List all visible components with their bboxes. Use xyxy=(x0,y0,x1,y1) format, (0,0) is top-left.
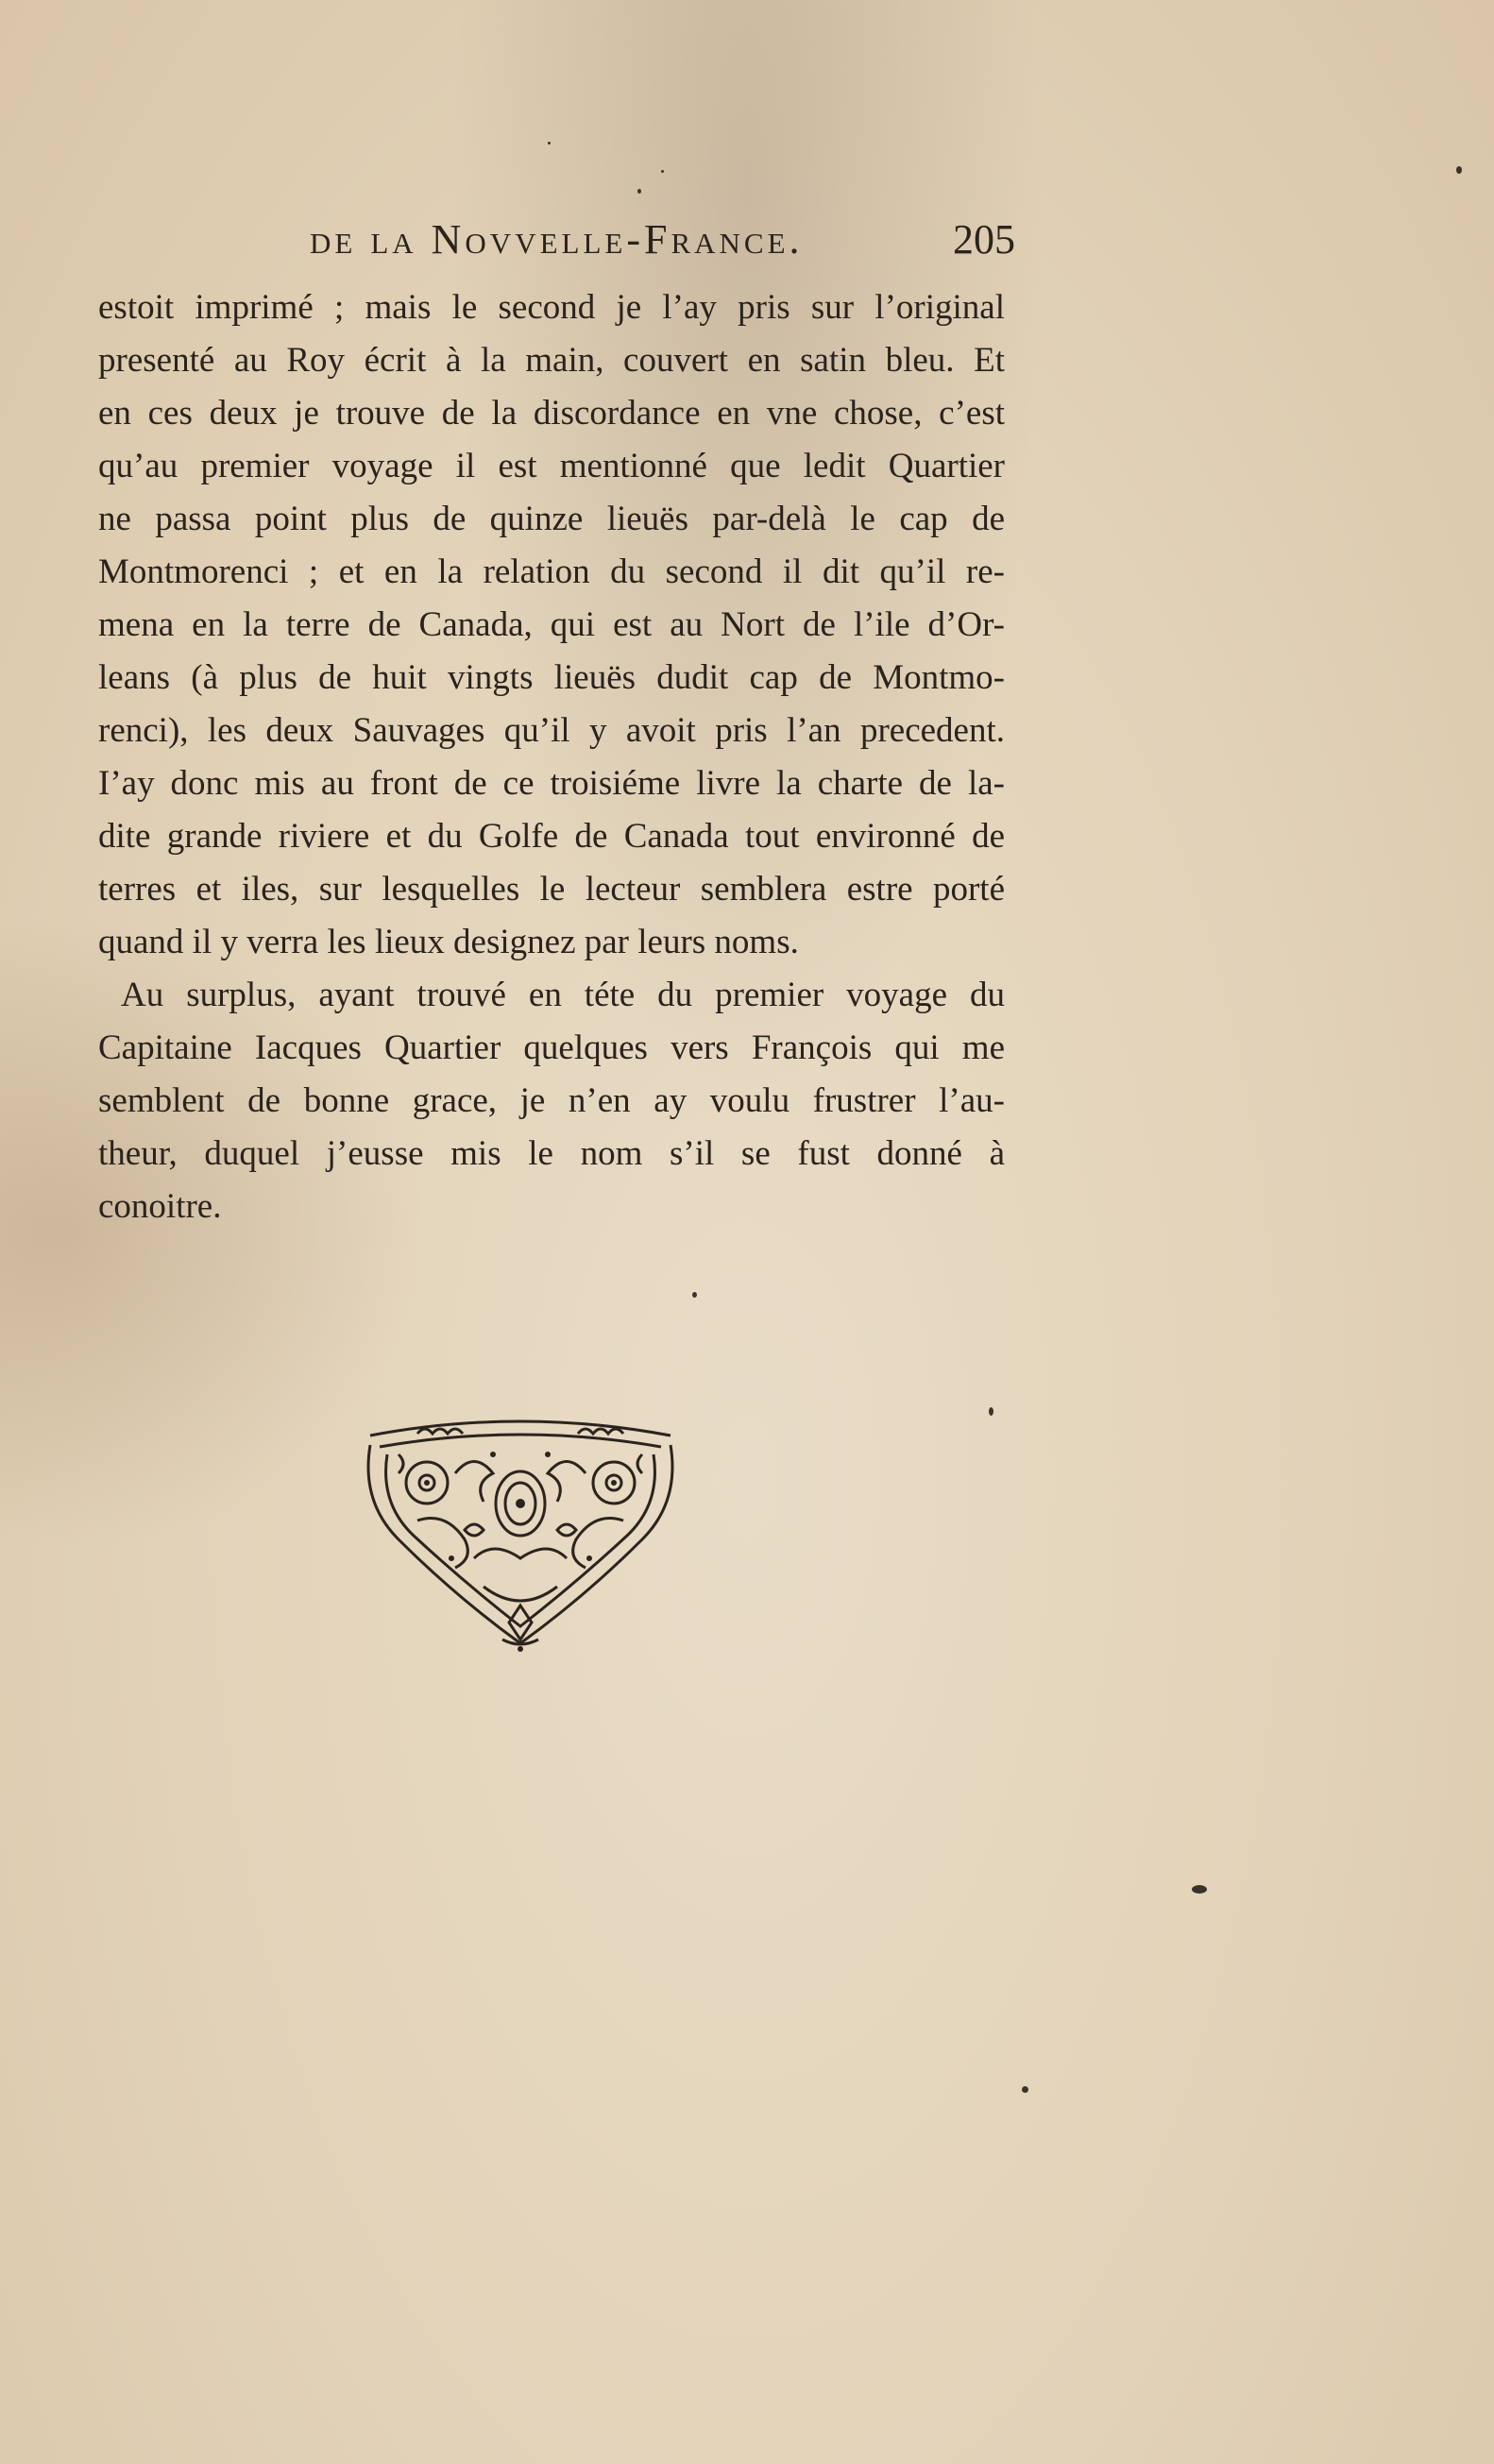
paper-speck xyxy=(1456,166,1462,174)
text-line: semblent de bonne grace, je n’en ay voulu frustrer l’au- xyxy=(98,1081,1005,1120)
running-header xyxy=(310,215,1015,268)
text-line: Capitaine Iacques Quartier quelques vers François qui me xyxy=(98,1028,1005,1067)
paper-speck xyxy=(989,1407,993,1416)
page-number: 205 xyxy=(953,216,1015,263)
text-line: mena en la terre de Canada, qui est au Nort de l’ile d’Or- xyxy=(98,605,1005,644)
paper-speck xyxy=(1192,1885,1207,1894)
text-line: Au surplus, ayant trouvé en téte du premier voyage du xyxy=(121,976,1005,1014)
paper-speck xyxy=(548,142,551,144)
text-line: Montmorenci ; et en la relation du second il dit qu’il re- xyxy=(98,552,1005,591)
paper-speck xyxy=(661,170,664,173)
floral-ornament-icon xyxy=(361,1417,680,1653)
running-title: de la Novvelle-France. xyxy=(310,216,804,263)
text-line: quand il y verra les lieux designez par leurs noms. xyxy=(98,923,799,961)
paper-speck xyxy=(637,189,641,194)
text-line: theur, duquel j’eusse mis le nom s’il se fust donné à xyxy=(98,1134,1005,1173)
text-line: qu’au premier voyage il est mentionné que ledit Quartier xyxy=(98,447,1005,485)
text-line: en ces deux je trouve de la discordance en vne chose, c’est xyxy=(98,394,1005,433)
text-line: renci), les deux Sauvages qu’il y avoit pris l’an precedent. xyxy=(98,711,1005,750)
text-line: leans (à plus de huit vingts lieuës dudit cap de Montmo- xyxy=(98,658,1005,697)
text-line: terres et iles, sur lesquelles le lecteur semblera estre porté xyxy=(98,870,1005,909)
paper-speck xyxy=(692,1292,697,1298)
body-text xyxy=(98,281,1005,1233)
text-line: dite grande riviere et du Golfe de Canada tout environné de xyxy=(98,817,1005,856)
text-line: conoitre. xyxy=(98,1187,222,1226)
text-line: I’ay donc mis au front de ce troisiéme livre la charte de la- xyxy=(98,764,1005,803)
paper-speck xyxy=(1022,2086,1028,2093)
text-line: presenté au Roy écrit à la main, couvert en satin bleu. Et xyxy=(98,341,1005,380)
text-line: estoit imprimé ; mais le second je l’ay pris sur l’original xyxy=(98,288,1005,327)
text-line: ne passa point plus de quinze lieuës par-delà le cap de xyxy=(98,500,1005,538)
